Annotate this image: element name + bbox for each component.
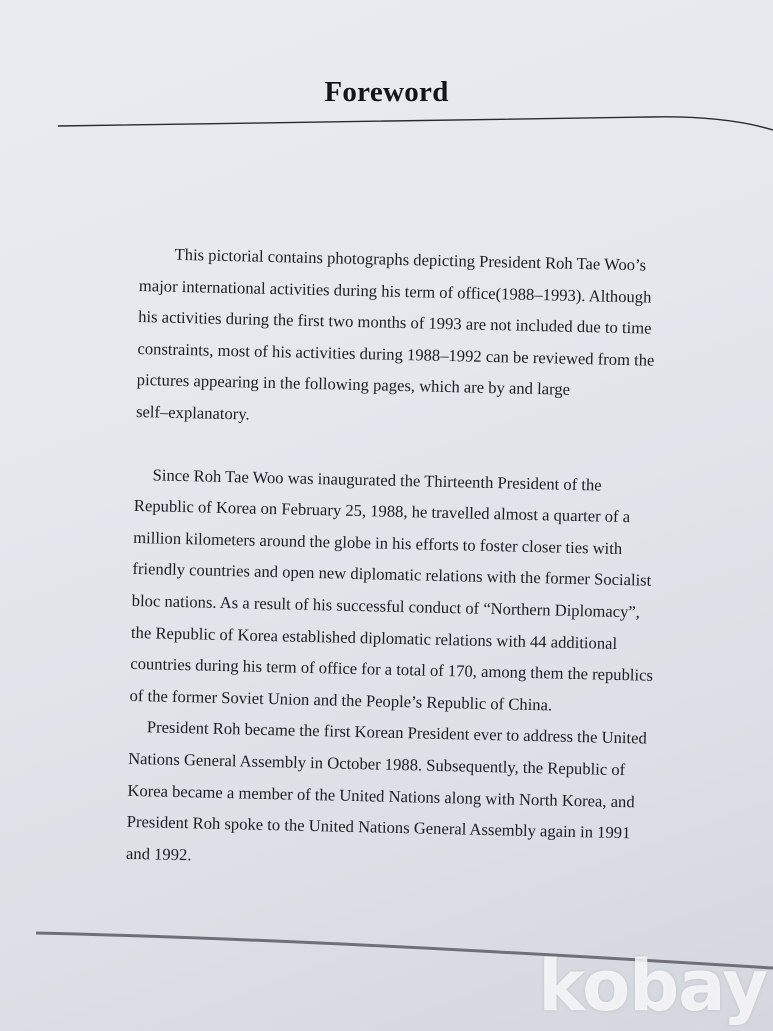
text-line: major international activities during his term of office(1988–1993). Although (138, 275, 652, 307)
text-line: pictures appearing in the following pages, which are by and large (136, 370, 571, 400)
text-line: countries during his term of office for a total of 170, among them the republics (130, 654, 654, 685)
text-line: President Roh became the first Korean President ever to address the United (146, 717, 647, 748)
text-line: friendly countries and open new diplomatic relations with the former Socialist (132, 559, 652, 591)
watermark-logo: kobay (538, 945, 767, 1027)
text-line: This pictorial contains photographs depicting President Roh Tae Woo’s (174, 244, 647, 275)
text-line: President Roh spoke to the United Nations General Assembly again in 1991 (126, 811, 631, 843)
text-line: Nations General Assembly in October 1988. Subsequently, the Republic of (127, 748, 626, 780)
text-line: bloc nations. As a result of his successful conduct of “Northern Diplomacy”, (131, 590, 641, 622)
text-line: constraints, most of his activities during 1988–1992 can be reviewed from the (137, 338, 655, 370)
text-line: of the former Soviet Union and the People’s Republic of China. (129, 685, 553, 715)
text-line: Republic of Korea on February 25, 1988, he travelled almost a quarter of a (133, 496, 631, 527)
text-line: self–explanatory. (135, 401, 250, 424)
text-line: the Republic of Korea established diplomatic relations with 44 additional (130, 622, 618, 653)
text-line: Since Roh Tae Woo was inaugurated the Thirteenth President of the (152, 464, 602, 495)
text-line: and 1992. (125, 843, 192, 865)
text-line: million kilometers around the globe in his efforts to foster closer ties with (132, 527, 623, 558)
text-line: his activities during the first two months of 1993 are not included due to time (137, 307, 652, 338)
text-line: Korea became a member of the United Nations along with North Korea, and (127, 780, 635, 811)
page-title: Foreword (324, 76, 449, 108)
